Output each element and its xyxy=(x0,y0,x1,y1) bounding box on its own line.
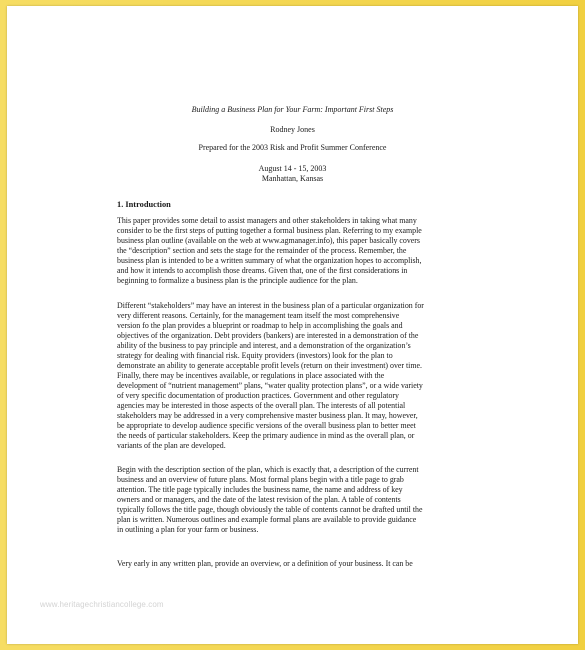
text-line: be appropriate to develop audience specific versions of the overall business plan to better meet xyxy=(117,421,416,430)
text-line: attention. The title page typically includes the business name, the name and address of key xyxy=(117,485,403,494)
paragraph-3 xyxy=(117,465,477,535)
text-line: variants of the plan are developed. xyxy=(117,441,226,450)
text-line: the needs of particular stakeholders. Keep the primary audience in mind as the overall plan, or xyxy=(117,431,415,440)
text-line: owners and or managers, and the date of the latest revision of the plan. A table of contents xyxy=(117,495,401,504)
text-line: the “description” section and sets the stage for the remainder of the process. Remember, the xyxy=(117,246,407,255)
text-line: ability of the business to pay principle and interest, and a demonstration of the organization’s xyxy=(117,341,411,350)
section-heading: 1. Introduction xyxy=(117,200,171,209)
text-line: This paper provides some detail to assist managers and other stakeholders in taking what many xyxy=(117,216,417,225)
paragraph-4 xyxy=(117,559,477,569)
text-line: in outlining a plan for your farm or business. xyxy=(117,525,259,534)
text-line: Different “stakeholders” may have an interest in the business plan of a particular organization for xyxy=(117,301,424,310)
text-line: consider to be the first steps of putting together a formal business plan. Referring to my example xyxy=(117,226,422,235)
text-line: demonstrate an ability to generate acceptable profit levels (return on their investment) over time. xyxy=(117,361,422,370)
text-line: beginning to formalize a business plan is the principle audience for the plan. xyxy=(117,276,358,285)
date-line: August 14 - 15, 2003 xyxy=(258,164,327,173)
conference-line: Prepared for the 2003 Risk and Profit Summer Conference xyxy=(198,143,387,152)
text-line: of very specific documentation of production practices. Government and other regulatory xyxy=(117,391,399,400)
text-line: plan is written. Numerous outlines and example formal plans are available to provide guidance xyxy=(117,515,417,524)
text-line: agencies may be interested in those aspects of the overall plan. The interests of all potential xyxy=(117,401,406,410)
text-line: business plan outline (available on the web at www.agmanager.info), this paper basically covers xyxy=(117,236,420,245)
watermark-text: www.heritagechristiancollege.com xyxy=(40,600,164,609)
text-line: typically follows the title page, though obviously the table of contents cannot be drafted until the xyxy=(117,505,423,514)
document-page xyxy=(7,6,578,644)
paragraph-1 xyxy=(117,216,477,286)
text-line: and how it intends to accomplish those dreams. Given that, one of the first considerations in xyxy=(117,266,408,275)
text-line: development of “nutrient management” plans, “water quality protection plans”, or a wide variety xyxy=(117,381,423,390)
text-line: Finally, there may be incentives available, or regulations in place associated with the xyxy=(117,371,385,380)
text-line: Begin with the description section of the plan, which is exactly that, a description of the current xyxy=(117,465,419,474)
paragraph-2 xyxy=(117,301,477,451)
location-line: Manhattan, Kansas xyxy=(261,174,324,183)
text-line: business plan is intended to be a written summary of what the organization hopes to accomplish, xyxy=(117,256,422,265)
text-line: strategy for dealing with financial risk. Equity providers (investors) look for the plan to xyxy=(117,351,393,360)
text-line: very different reasons. Certainly, for the management team itself the most comprehensive xyxy=(117,311,400,320)
text-line: business and an overview of future plans. Most formal plans begin with a title page to grab xyxy=(117,475,404,484)
text-line: objectives of the organization. Debt providers (bankers) are interested in a demonstration of the xyxy=(117,331,419,340)
text-line: version fo the plan provides a blueprint or roadmap to help in accomplishing the goals and xyxy=(117,321,403,330)
author-name: Rodney Jones xyxy=(270,125,315,134)
text-line: stakeholders may be addressed in a very comprehensive master business plan. It may, however, xyxy=(117,411,418,420)
document-title: Building a Business Plan for Your Farm: Important First Steps xyxy=(191,105,394,114)
text-line: Very early in any written plan, provide an overview, or a definition of your business. It can be xyxy=(117,559,413,568)
